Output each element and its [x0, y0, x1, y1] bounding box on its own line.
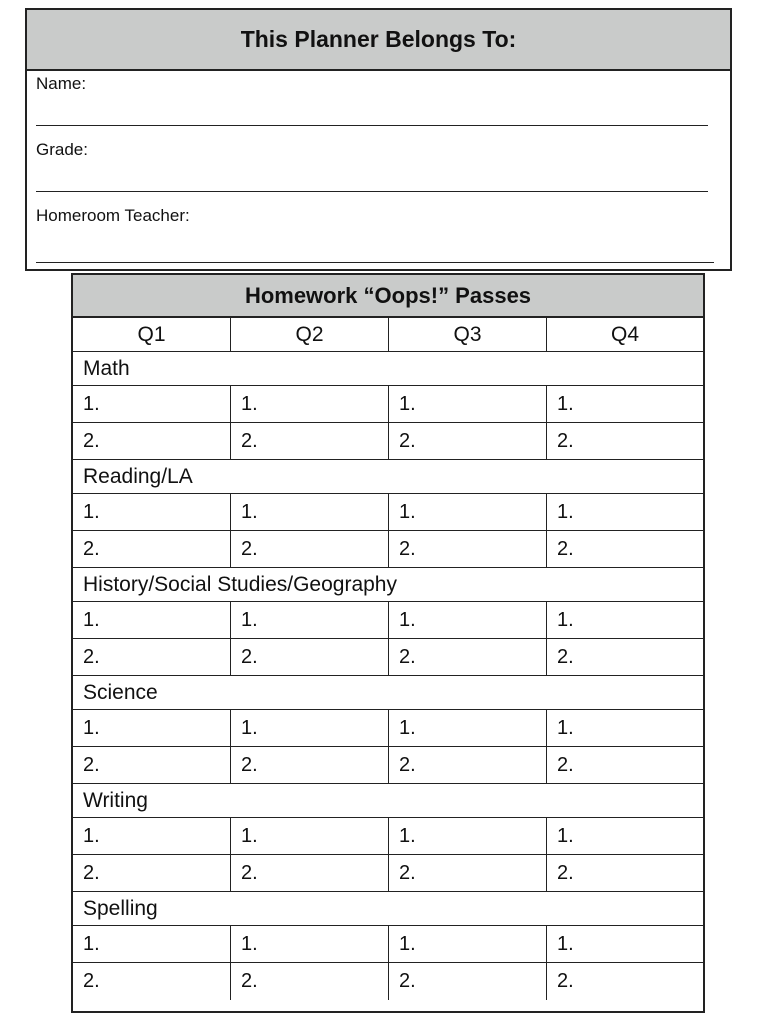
pass-entry-cell[interactable]: 1.: [73, 710, 231, 746]
pass-entry-cell[interactable]: 1.: [557, 392, 574, 415]
pass-entry-cell[interactable]: 2.: [73, 531, 231, 567]
homeroom-teacher-line[interactable]: [36, 262, 714, 263]
pass-entry-cell[interactable]: 2.: [231, 423, 389, 459]
pass-entry-cell[interactable]: 2.: [389, 639, 547, 675]
pass-entry-cell[interactable]: 1.: [231, 602, 389, 638]
pass-entry-row: [73, 710, 703, 747]
pass-entry-cell[interactable]: 2.: [231, 531, 389, 567]
subject-row: [73, 352, 703, 386]
pass-entry-cell[interactable]: 1.: [389, 386, 547, 422]
pass-entry-cell[interactable]: 1.: [231, 818, 389, 854]
name-line[interactable]: [36, 125, 708, 126]
pass-entry-cell[interactable]: 2.: [73, 639, 231, 675]
pass-entry-cell[interactable]: 2.: [557, 537, 574, 560]
name-label: Name:: [36, 74, 87, 93]
passes-title: Homework “Oops!” Passes: [73, 275, 703, 318]
subject-label: History/Social Studies/Geography: [83, 572, 397, 596]
pass-entry-cell[interactable]: 1.: [231, 710, 389, 746]
subject-label: Math: [83, 356, 130, 380]
subject-label: Reading/LA: [83, 464, 193, 488]
grade-line[interactable]: [36, 191, 708, 192]
pass-entry-cell[interactable]: 2.: [231, 747, 389, 783]
subject-label: Writing: [83, 788, 148, 812]
quarter-header-q3: Q3: [389, 318, 547, 351]
pass-entry-cell[interactable]: 1.: [557, 716, 574, 739]
pass-entry-row: [73, 386, 703, 423]
subject-row: [73, 676, 703, 710]
owner-info-box: [25, 8, 732, 271]
pass-entry-cell[interactable]: 1.: [389, 818, 547, 854]
pass-entry-cell[interactable]: 2.: [389, 531, 547, 567]
pass-entry-cell[interactable]: 1.: [557, 824, 574, 847]
pass-entry-cell[interactable]: 1.: [231, 494, 389, 530]
pass-entry-row: [73, 747, 703, 784]
pass-entry-cell[interactable]: 2.: [389, 963, 547, 1000]
pass-entry-row: [73, 602, 703, 639]
quarter-header-q4: Q4: [610, 322, 639, 346]
pass-entry-cell[interactable]: 2.: [557, 429, 574, 452]
pass-entry-cell[interactable]: 2.: [73, 423, 231, 459]
pass-entry-cell[interactable]: 2.: [557, 753, 574, 776]
pass-entry-cell[interactable]: 1.: [73, 818, 231, 854]
pass-entry-cell[interactable]: 1.: [557, 500, 574, 523]
subject-row: [73, 784, 703, 818]
pass-entry-cell[interactable]: 2.: [389, 747, 547, 783]
pass-entry-cell[interactable]: 1.: [389, 926, 547, 962]
pass-entry-row: [73, 423, 703, 460]
pass-entry-row: [73, 494, 703, 531]
pass-entry-cell[interactable]: 2.: [557, 861, 574, 884]
pass-entry-cell[interactable]: 1.: [231, 386, 389, 422]
pass-entry-cell[interactable]: 2.: [389, 423, 547, 459]
pass-entry-row: [73, 639, 703, 676]
pass-entry-cell[interactable]: 1.: [557, 608, 574, 631]
owner-title: This Planner Belongs To:: [27, 10, 730, 71]
pass-entry-cell[interactable]: 2.: [231, 855, 389, 891]
pass-entry-row: [73, 855, 703, 892]
pass-entry-row: [73, 531, 703, 568]
pass-entry-cell[interactable]: 1.: [231, 926, 389, 962]
pass-entry-cell[interactable]: 1.: [73, 386, 231, 422]
pass-entry-row: [73, 818, 703, 855]
oops-passes-table: [71, 273, 705, 1013]
pass-entry-cell[interactable]: 1.: [73, 494, 231, 530]
pass-entry-cell[interactable]: 2.: [389, 855, 547, 891]
pass-entry-cell[interactable]: 1.: [73, 602, 231, 638]
pass-entry-cell[interactable]: 2.: [73, 963, 231, 1000]
subject-label: Spelling: [83, 896, 158, 920]
homeroom-teacher-label: Homeroom Teacher:: [36, 206, 190, 225]
grade-label: Grade:: [36, 140, 88, 159]
subject-label: Science: [83, 680, 158, 704]
pass-entry-cell[interactable]: 2.: [73, 747, 231, 783]
subject-row: [73, 892, 703, 926]
pass-entry-cell[interactable]: 1.: [389, 494, 547, 530]
quarter-header-q2: Q2: [231, 318, 389, 351]
pass-entry-cell[interactable]: 1.: [73, 926, 231, 962]
pass-entry-cell[interactable]: 1.: [389, 602, 547, 638]
quarter-header-q1: Q1: [73, 318, 231, 351]
pass-entry-row: [73, 926, 703, 963]
quarter-header-row: [73, 318, 703, 352]
pass-entry-cell[interactable]: 2.: [557, 970, 574, 992]
pass-entry-cell[interactable]: 1.: [557, 932, 574, 955]
subject-row: [73, 460, 703, 494]
pass-entry-cell[interactable]: 1.: [389, 710, 547, 746]
pass-entry-cell[interactable]: 2.: [557, 645, 574, 668]
pass-entry-cell[interactable]: 2.: [231, 963, 389, 1000]
pass-entry-cell[interactable]: 2.: [73, 855, 231, 891]
pass-entry-cell[interactable]: 2.: [231, 639, 389, 675]
pass-entry-row: [73, 963, 703, 1000]
subject-row: [73, 568, 703, 602]
